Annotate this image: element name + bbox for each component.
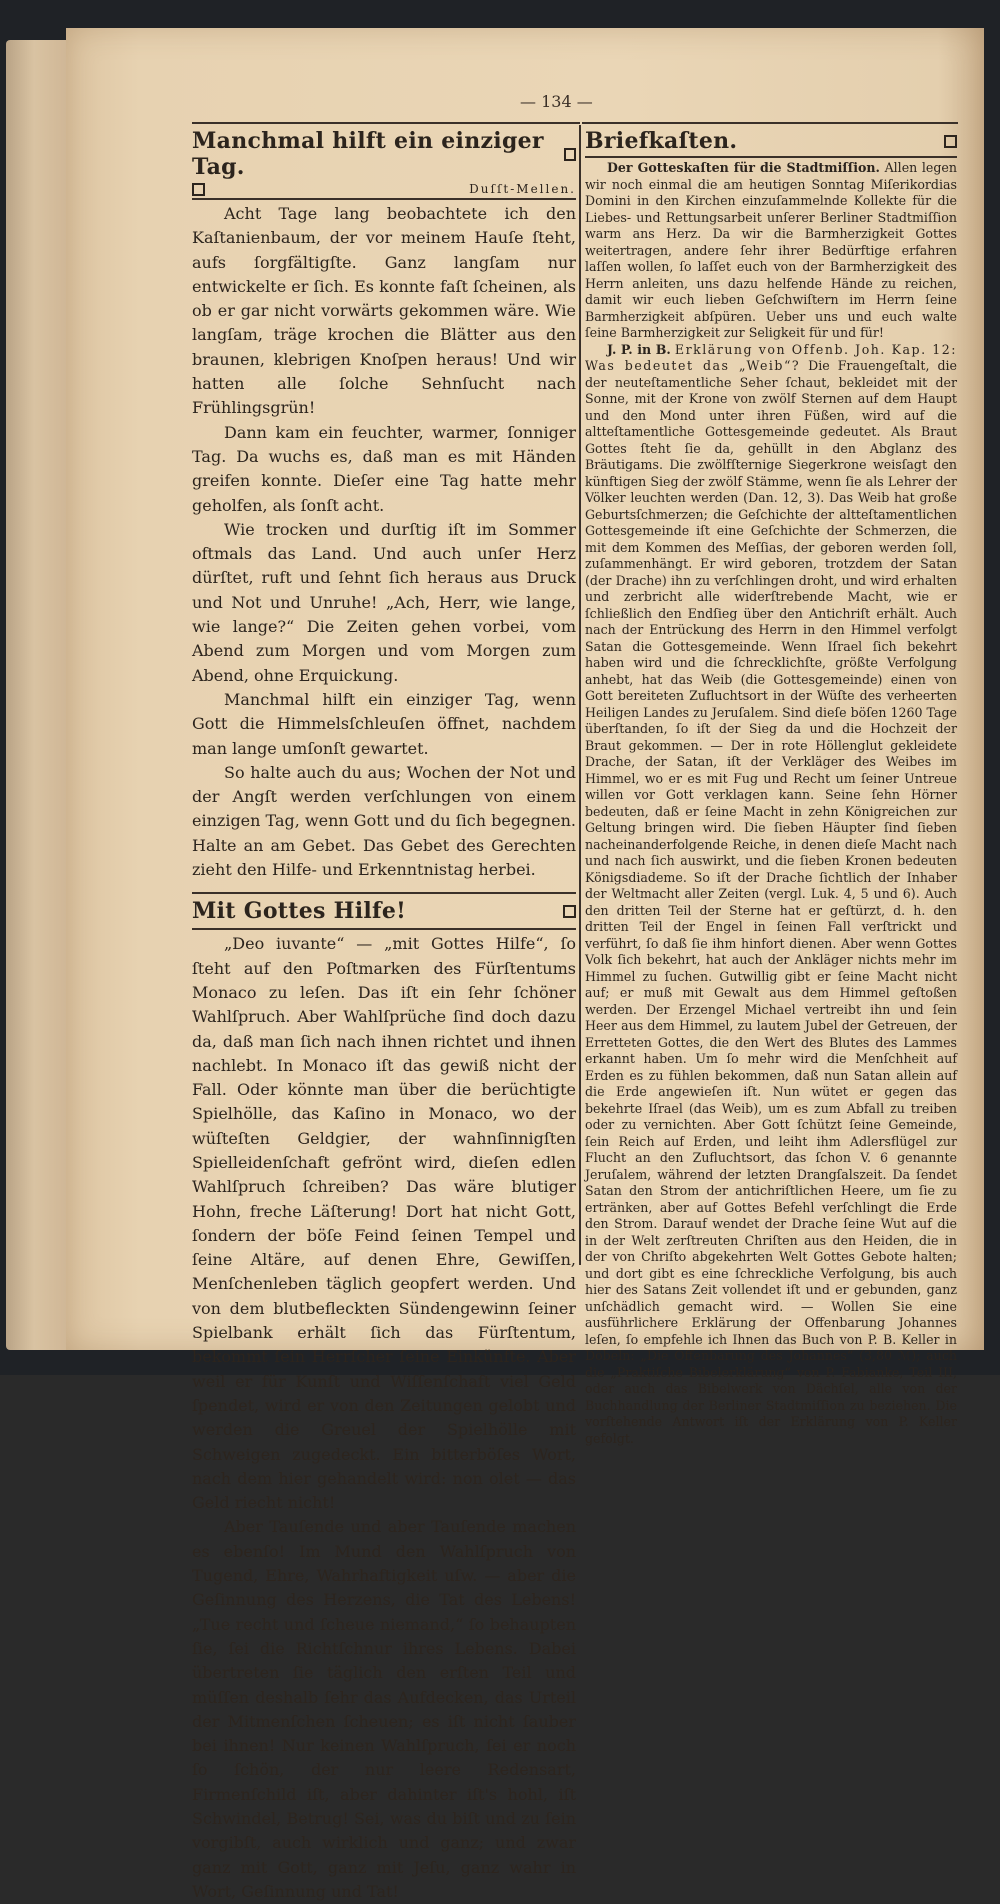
article1-author: Duſſt-Mellen. xyxy=(469,182,576,196)
entry2-subject: Erklärung von Offenb. Joh. Kap. 12: Was bedeutet das „Weib“? xyxy=(585,341,957,373)
mailbox-title: Briefkaſten. xyxy=(585,128,738,154)
entry2-text: Die Frauengeſtalt, die der neuteſtamentliche Seher ſchaut, bekleidet mit der Sonne, mit der Krone von zwölf Sternen auf dem Haupt und den Mond unter ihren Füßen, wird auf die altteſtamentliche Gottesgemeinde gedeutet. Als Braut Gottes ſteht ſie da, gehüllt in den Abglanz des Bräutigams. Die zwölfſternige Siegerkrone weisſagt den künftigen Sieg der zwölf Stämme, wenn ſie als Lehrer der Völker leuchten werden (Dan. 12, 3). Das Weib hat große Geburtsſchmerzen; die Geſchichte der altteſtamentlichen Gottesgemeinde iſt eine Geſchichte der Schmerzen, die mit dem Kommen des Meſſias, der geboren werden ſoll, zuſammenhängt. Er wird geboren, trotzdem der Satan (der Drache) ihn zu verſchlingen droht, und wird erhalten und zerbricht alle widerſtrebende Macht, wie er ſchließlich den Endſieg über den Antichriſt erhält. Auch nach der Entrückung des Herrn in den Himmel verfolgt Satan die Gottesgemeinde. Wenn Iſrael ſich bekehrt haben wird und die ſchrecklichſte, größte Verfolgung anhebt, hat das Weib (die Gottesgemeinde) einen von Gott bereiteten Zufluchtsort in der Wüſte des verheerten Heiligen Landes zu Jeruſalem. Sind dieſe böſen 1260 Tage überſtanden, ſo iſt der Sieg da und die Hochzeit der Braut gekommen. — Der in rote Höllenglut gekleidete Drache, der Satan, iſt der Verkläger des Weibes im Himmel, wo er es mit Fug und Recht um ſeiner Untreue willen vor Gott verklagen kann. Seine ſehn Hörner bedeuten, daß er ſeine Macht in zehn Königreichen zur Geltung bringen wird. Die ſieben Häupter ſind ſieben nacheinanderfolgende Reiche, in denen dieſe Macht nach und nach ſich auswirkt, und die ſieben Kronen bedeuten Königsdiademe. So iſt der Drache ſichtlich der Inhaber der Weltmacht aller Zeiten (vergl. Luk. 4, 5 und 6). Auch den dritten Teil der Sterne hat er geſtürzt, d. h. den dritten Teil der Engel in ſeinen Fall verſtrickt und verführt, ſo daß ſie ihm hinfort dienen. Aber wenn Gottes Volk ſich bekehrt, hat auch der Ankläger nichts mehr im Himmel zu ſuchen. Gutwillig gibt er ſeine Macht nicht auf; er muß mit Gewalt aus dem Himmel geſtoßen werden. Der Erzengel Michael vertreibt ihn und ſein Heer aus dem Himmel, zu lautem Jubel der Getreuen, der Erretteten Gottes, die den Wert des Blutes des Lammes erkannt haben. Um ſo mehr wird die Menſchheit auf Erden es zu fühlen bekommen, daß nun Satan allein auf die Erde angewieſen iſt. Nun wütet er gegen das bekehrte Iſrael (das Weib), um es zum Abfall zu treiben oder zu vernichten. Aber Gott ſchützt ſeine Gemeinde, ſein Reich auf Erden, und leiht ihm Adlersflügel zur Flucht an den Zufluchtsort, das ſchon V. 6 genannte Jeruſalem, während der letzten Drangſalszeit. Da ſendet Satan den Strom der antichriſtlichen Heere, um ſie zu ertränken, aber auf Gottes Befehl verſchlingt die Erde den Strom. Darauf wendet der Drache ſeine Wut auf die in der Welt zerſtreuten Chriſten aus den Heiden, die in der von Chriſto abgekehrten Welt Gottes Gebote halten; und dort gibt es eine ſchreckliche Verfolgung, bis auch hier des Satans Zeit vollendet iſt und er gebunden, ganz unſchädlich gemacht wird. — Wollen Sie eine ausführlichere Erklärung der Offenbarung Johannes leſen, ſo empfehle ich Ihnen das Buch von P. B. Keller in Döbeln: „Die Offenbarung des Johannes“ (3,80 ℳ); auch die „Praktiſche Bibelerklärung“ von P. Fabianke, Teil III, oder auch das Bibelwerk von Dächſel, alle von der Buchhandlung der Berliner Stadtmiſſion zu beziehen. Die vorſtehende Antwort iſt der Erklärung von P. Keller gefolgt. xyxy=(585,358,957,1446)
article2-paragraph: „Deo iuvante“ — „mit Gottes Hilfe“, ſo ſteht auf den Poſtmarken des Fürſtentums Monaco zu leſen. Das iſt ein ſehr ſchöner Wahlſpruch. Aber Wahlſprüche ſind doch dazu da, daß man ſich nach ihnen richtet und ihnen nachlebt. In Monaco iſt das gewiß nicht der Fall. Oder könnte man über die berüchtigte Spielhölle, das Kaſino in Monaco, wo der wüſteſten Geldgier, der wahnſinnigſten Spielleidenſchaft gefrönt wird, dieſen edlen Wahlſpruch ſchreiben? Das wäre blutiger Hohn, freche Läſterung! Dort hat nicht Gott, ſondern der böſe Feind ſeinen Tempel und ſeine Altäre, auf denen Ehre, Gewiſſen, Menſchenleben täglich geopfert werden. Und von dem blutbefleckten Sündengewinn ſeiner Spielbank erhält ſich das Fürſtentum, bekommt ſein Herrſcher ſeine Einkünfte. Aber weil er für Kunſt und Wiſſenſchaft viel Geld ſpendet, wird er von den Zeitungen gelobt und werden die Greuel der Spielhölle mit Schweigen zugedeckt. Ein bitterböſes Wort, nach dem hier gehandelt wird: non olet — das Geld riecht nicht! xyxy=(192,934,576,1513)
entry1-text: Allen legen wir noch einmal die am heutigen Sonntag Miſerikordias Domini in den Kirchen einzuſammelnde Kollekte für die Liebes- und Rettungsarbeit unſerer Berliner Stadtmiſſion warm ans Herz. Da wir die Barmherzigkeit Gottes weitertragen, andere ſehr ihrer Bedürftige erfahren laſſen wollen, ſo laſſet euch von der Barmherzigkeit des Herrn anleiten, uns dazu helfende Hände zu reichen, damit wir euch lieben Geſchwiſtern im Herrn ſeine Barmherzigkeit abſpüren. Ueber uns und euch walte ſeine Barmherzigkeit zur Seligkeit für und für! xyxy=(585,160,958,340)
article1-title: Manchmal hilft ein einziger Tag. xyxy=(192,128,544,180)
mailbox-entry xyxy=(585,342,957,1448)
article2-title: Mit Gottes Hilfe! xyxy=(192,898,407,925)
mailbox-rule xyxy=(585,156,957,158)
article1-paragraph: Wie trocken und durſtig iſt im Sommer oftmals das Land. Und auch unſer Herz dürſtet, ruft und ſehnt ſich heraus aus Druck und Not und Unruhe! „Ach, Herr, wie lange, wie lange?“ Die Zeiten gehen vorbei, vom Abend zum Morgen und vom Morgen zum Abend, ohne Erquickung. xyxy=(192,519,576,685)
article2-top-rule xyxy=(192,892,576,894)
article2-paragraph: Aber Tauſende und aber Tauſende machen es ebenſo! Im Mund den Wahlſpruch von Tugend, Ehre, Wahrhaftigkeit uſw. — aber die Geſinnung des Herzens, die Tat des Lebens! „Tue recht und ſcheue niemand,“ ſo behaupten ſie, ſei die Richtſchnur ihres Lebens. Dabei übertreten ſie täglich den erſten Teil und müſſen deshalb ſehr das Aufdecken, das Urteil der Mitmenſchen ſcheuen; es iſt nicht ſauber bei ihnen! Nur keinen Wahlſpruch, ſei er noch ſo ſchön, der nur leere Redensart, Firmenſchild iſt, aber dahinter iſt's hohl, iſt Schwindel, Betrug! Sei, was du biſt und zu ſein vorgibſt, auch wirklich und ganz; und zwar ganz mit Gott, ganz mit Jeſu, ganz wahr in Wort, Geſinnung und Tat! xyxy=(192,1517,576,1901)
mailbox-header xyxy=(585,128,957,154)
right-column xyxy=(585,120,957,1447)
article1-paragraph: Acht Tage lang beobachtete ich den Kaſtanienbaum, der vor meinem Hauſe ſteht, aufs ſorgfältigſte. Ganz langſam nur entwickelte er ſich. Es konnte faſt ſcheinen, als ob er gar nicht vorwärts gekommen wäre. Wie langſam, träge krochen die Blätter aus den braunen, klebrigen Knoſpen heraus! Und wir hatten alle ſolche Sehnſucht nach Frühlingsgrün! xyxy=(192,204,576,418)
article1-header xyxy=(192,128,576,180)
article2-rule xyxy=(192,928,576,930)
entry2-heading: J. P. in B. xyxy=(607,341,671,357)
article1-paragraph: Manchmal hilft ein einziger Tag, wenn Gott die Himmelsſchleuſen öffnet, nachdem man lange umſonſt gewartet. xyxy=(192,689,576,758)
page-number: — 134 — xyxy=(520,92,593,111)
article1-byline xyxy=(192,182,576,196)
square-ornament-icon xyxy=(192,183,205,196)
article1-rule xyxy=(192,198,576,200)
square-ornament-icon xyxy=(563,905,576,918)
square-ornament-icon xyxy=(564,148,576,161)
entry1-heading: Der Gotteskaſten für die Stadtmiſſion. xyxy=(607,160,880,175)
column-divider xyxy=(579,125,581,1265)
article1-paragraph: So halte auch du aus; Wochen der Not und der Angſt werden verſchlungen von einem einzigen Tag, wenn Gott und du ſich begegnen. Halte an am Gebet. Das Gebet des Gerechten zieht den Hilfe- und Erkenntnistag herbei. xyxy=(192,762,576,880)
left-column xyxy=(192,120,576,1904)
article2-header xyxy=(192,898,576,924)
square-ornament-icon xyxy=(944,135,957,148)
article1-paragraph: Dann kam ein feuchter, warmer, ſonniger Tag. Da wuchs es, daß man es mit Händen greifen konnte. Dieſer eine Tag hatte mehr geholfen, als ſonſt acht. xyxy=(192,422,576,515)
mailbox-entry xyxy=(585,160,957,342)
